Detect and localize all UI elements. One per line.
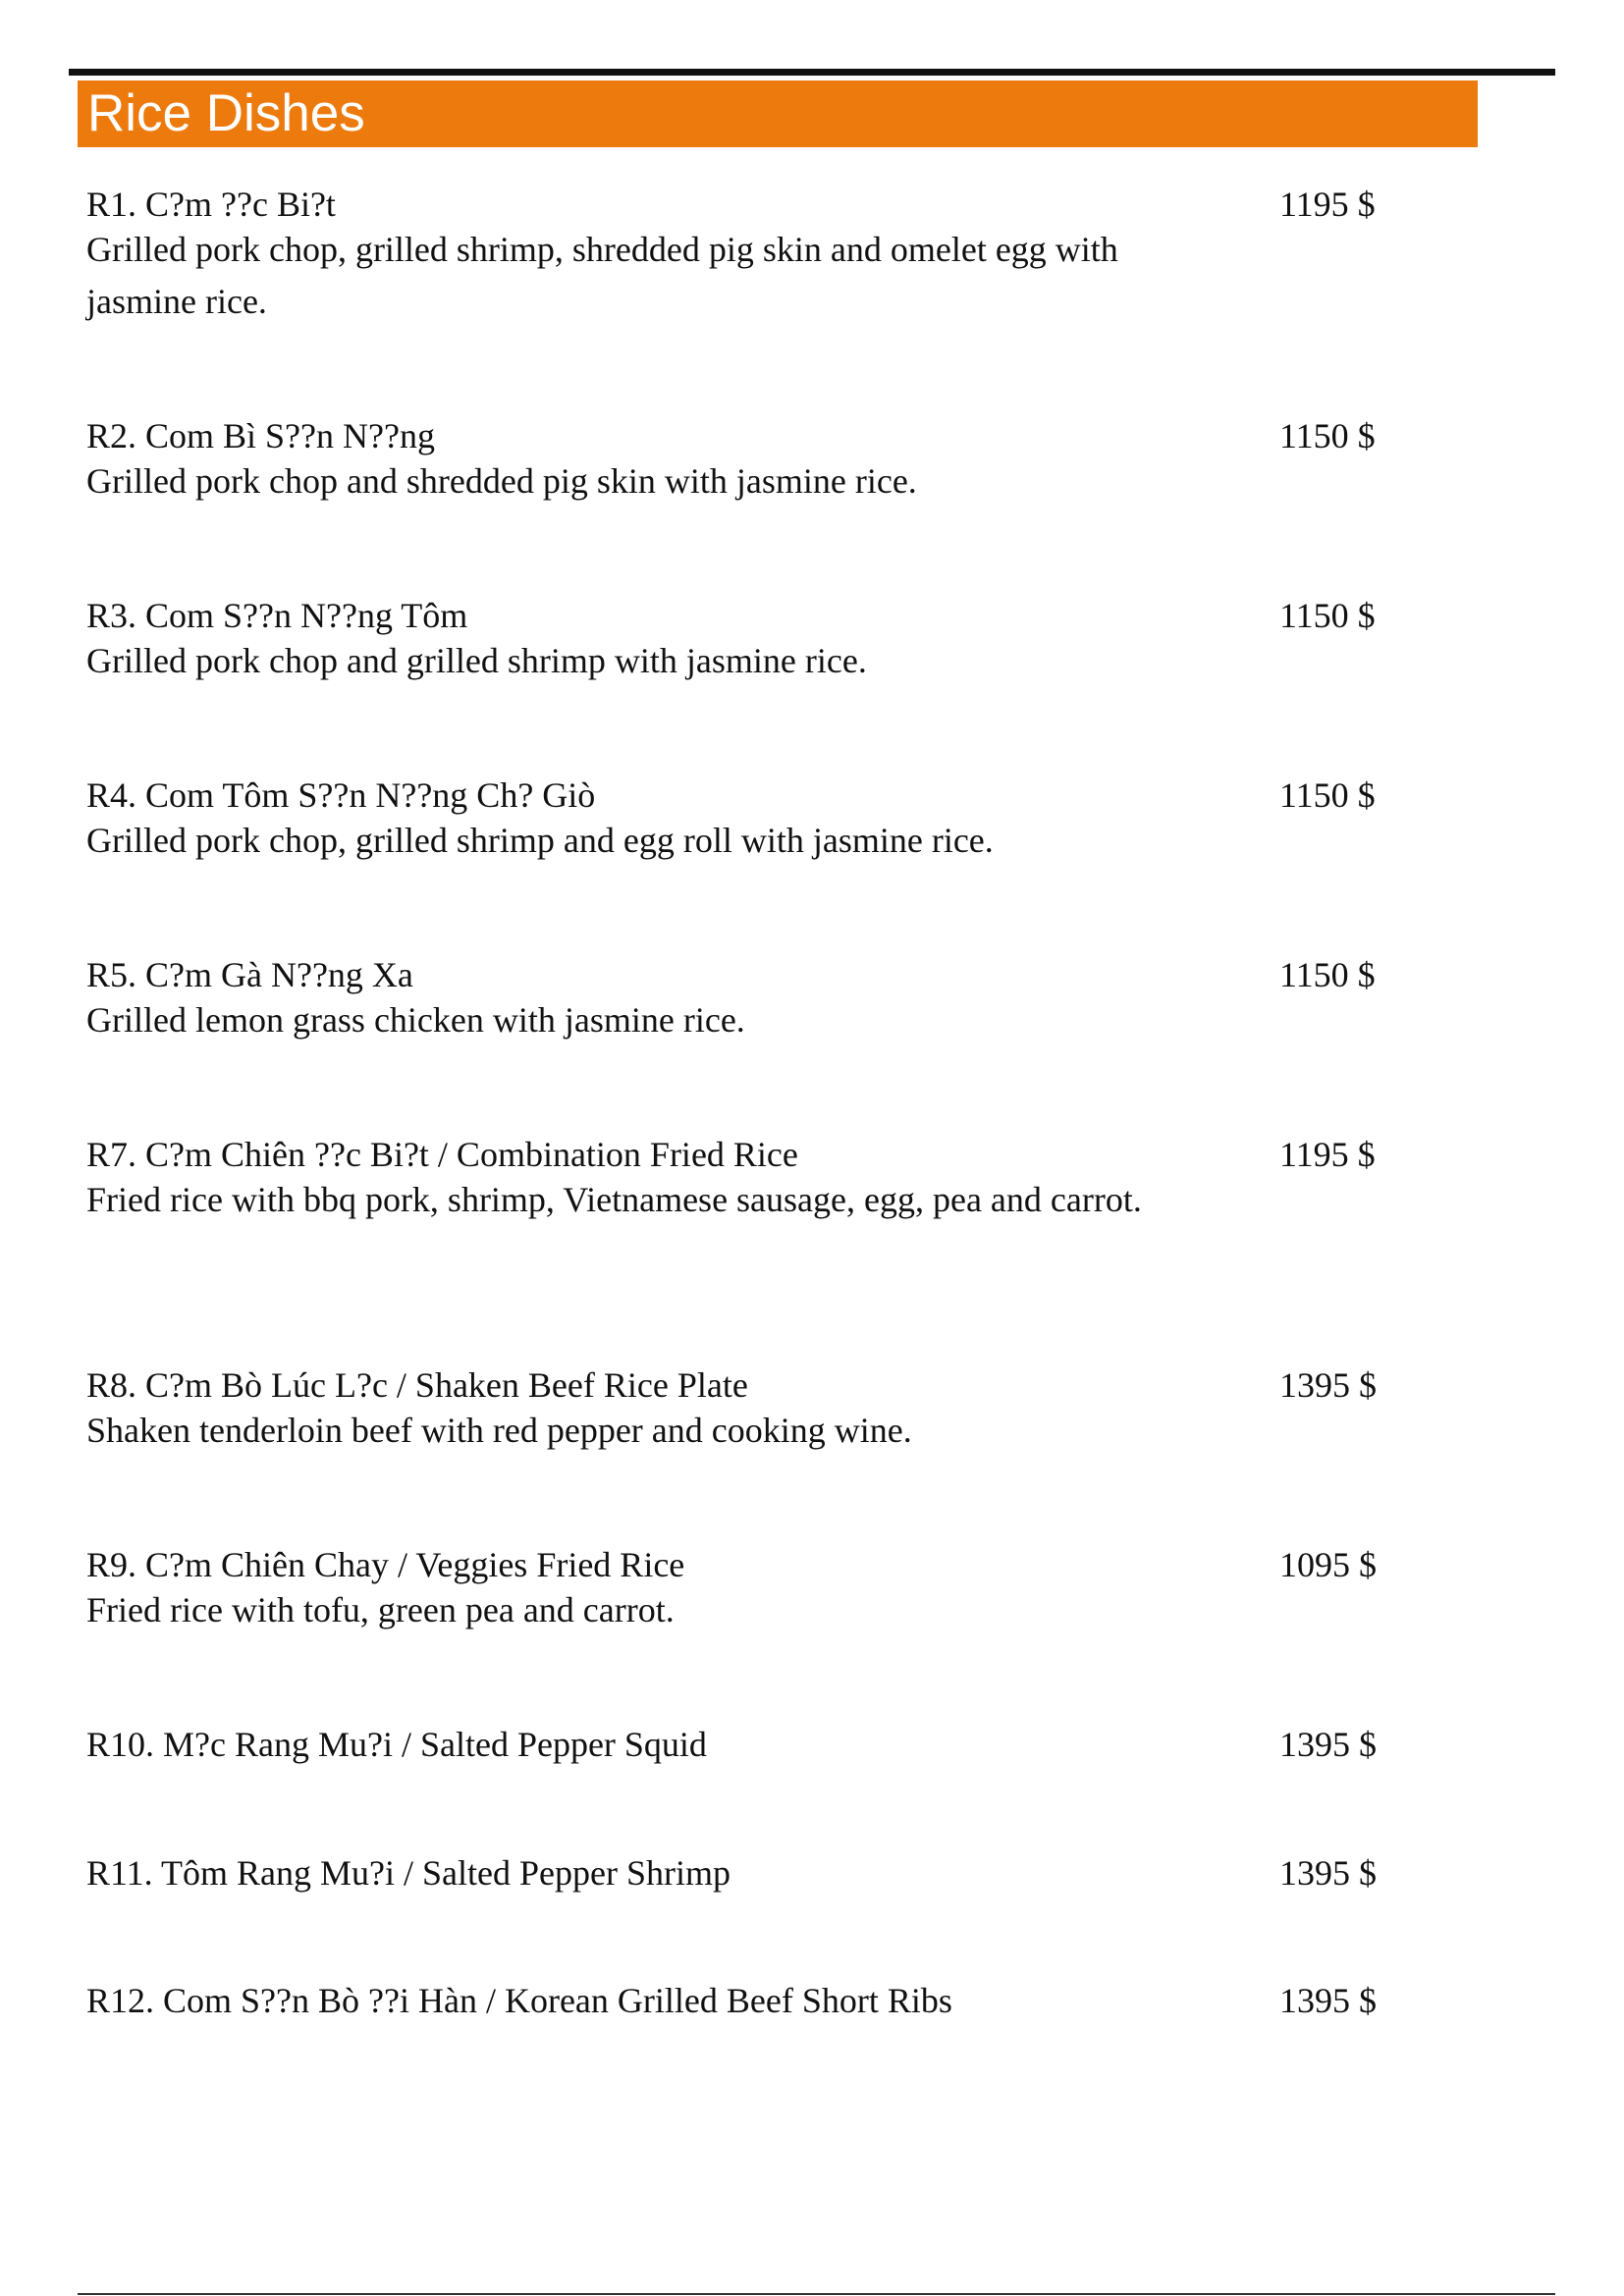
item-description: Fried rice with bbq pork, shrimp, Vietnamese sausage, egg, pea and carrot. xyxy=(86,1180,1142,1219)
item-price: 1150 $ xyxy=(1279,775,1376,815)
item-name: R4. Com Tôm S??n N??ng Ch? Giò xyxy=(86,775,596,815)
item-price: 1150 $ xyxy=(1279,416,1376,455)
section-title: Rice Dishes xyxy=(87,84,365,142)
menu-item-r9 xyxy=(86,1545,1451,1636)
item-name: R3. Com S??n N??ng Tôm xyxy=(86,596,468,635)
item-name: R2. Com Bì S??n N??ng xyxy=(86,416,435,455)
menu-item-r2 xyxy=(86,416,1451,507)
item-description: Grilled lemon grass chicken with jasmine rice. xyxy=(86,1000,745,1040)
top-rule xyxy=(69,69,1555,76)
menu-item-r1 xyxy=(86,185,1451,328)
menu-item-r12 xyxy=(86,1981,1451,2020)
menu-item-r8 xyxy=(86,1365,1451,1457)
menu-item-r3 xyxy=(86,596,1451,687)
item-price: 1195 $ xyxy=(1279,1135,1376,1174)
item-description: Grilled pork chop and shredded pig skin with jasmine rice. xyxy=(86,461,917,501)
item-name: R11. Tôm Rang Mu?i / Salted Pepper Shrimp xyxy=(86,1853,731,1893)
item-price: 1095 $ xyxy=(1279,1545,1377,1584)
item-price: 1150 $ xyxy=(1279,955,1376,994)
item-name: R1. C?m ??c Bi?t xyxy=(86,185,336,224)
item-price: 1395 $ xyxy=(1279,1853,1377,1893)
menu-item-r4 xyxy=(86,775,1451,867)
item-description: Grilled pork chop and grilled shrimp with jasmine rice. xyxy=(86,641,867,680)
item-name: R7. C?m Chiên ??c Bi?t / Combination Fried Rice xyxy=(86,1135,798,1174)
item-price: 1395 $ xyxy=(1279,1981,1377,2020)
item-description: Fried rice with tofu, green pea and carrot. xyxy=(86,1590,675,1629)
item-name: R5. C?m Gà N??ng Xa xyxy=(86,955,413,994)
item-price: 1150 $ xyxy=(1279,596,1376,635)
menu-item-r7 xyxy=(86,1135,1451,1226)
item-name: R9. C?m Chiên Chay / Veggies Fried Rice xyxy=(86,1545,685,1584)
menu-item-r11 xyxy=(86,1853,1451,1893)
bottom-rule xyxy=(78,2293,1555,2295)
item-price: 1395 $ xyxy=(1279,1725,1377,1764)
menu-item-r10 xyxy=(86,1725,1451,1764)
item-description: Grilled pork chop, grilled shrimp and egg roll with jasmine rice. xyxy=(86,821,994,860)
section-header xyxy=(78,80,1478,147)
item-name: R8. C?m Bò Lúc L?c / Shaken Beef Rice Plate xyxy=(86,1365,748,1405)
item-description: Grilled pork chop, grilled shrimp, shredded pig skin and omelet egg with jasmine rice. xyxy=(86,230,1118,321)
item-name: R12. Com S??n Bò ??i Hàn / Korean Grilled Beef Short Ribs xyxy=(86,1981,952,2020)
menu-item-r5 xyxy=(86,955,1451,1046)
item-name: R10. M?c Rang Mu?i / Salted Pepper Squid xyxy=(86,1725,707,1764)
item-price: 1395 $ xyxy=(1279,1365,1377,1405)
item-price: 1195 $ xyxy=(1279,185,1376,224)
item-description: Shaken tenderloin beef with red pepper and cooking wine. xyxy=(86,1411,912,1450)
